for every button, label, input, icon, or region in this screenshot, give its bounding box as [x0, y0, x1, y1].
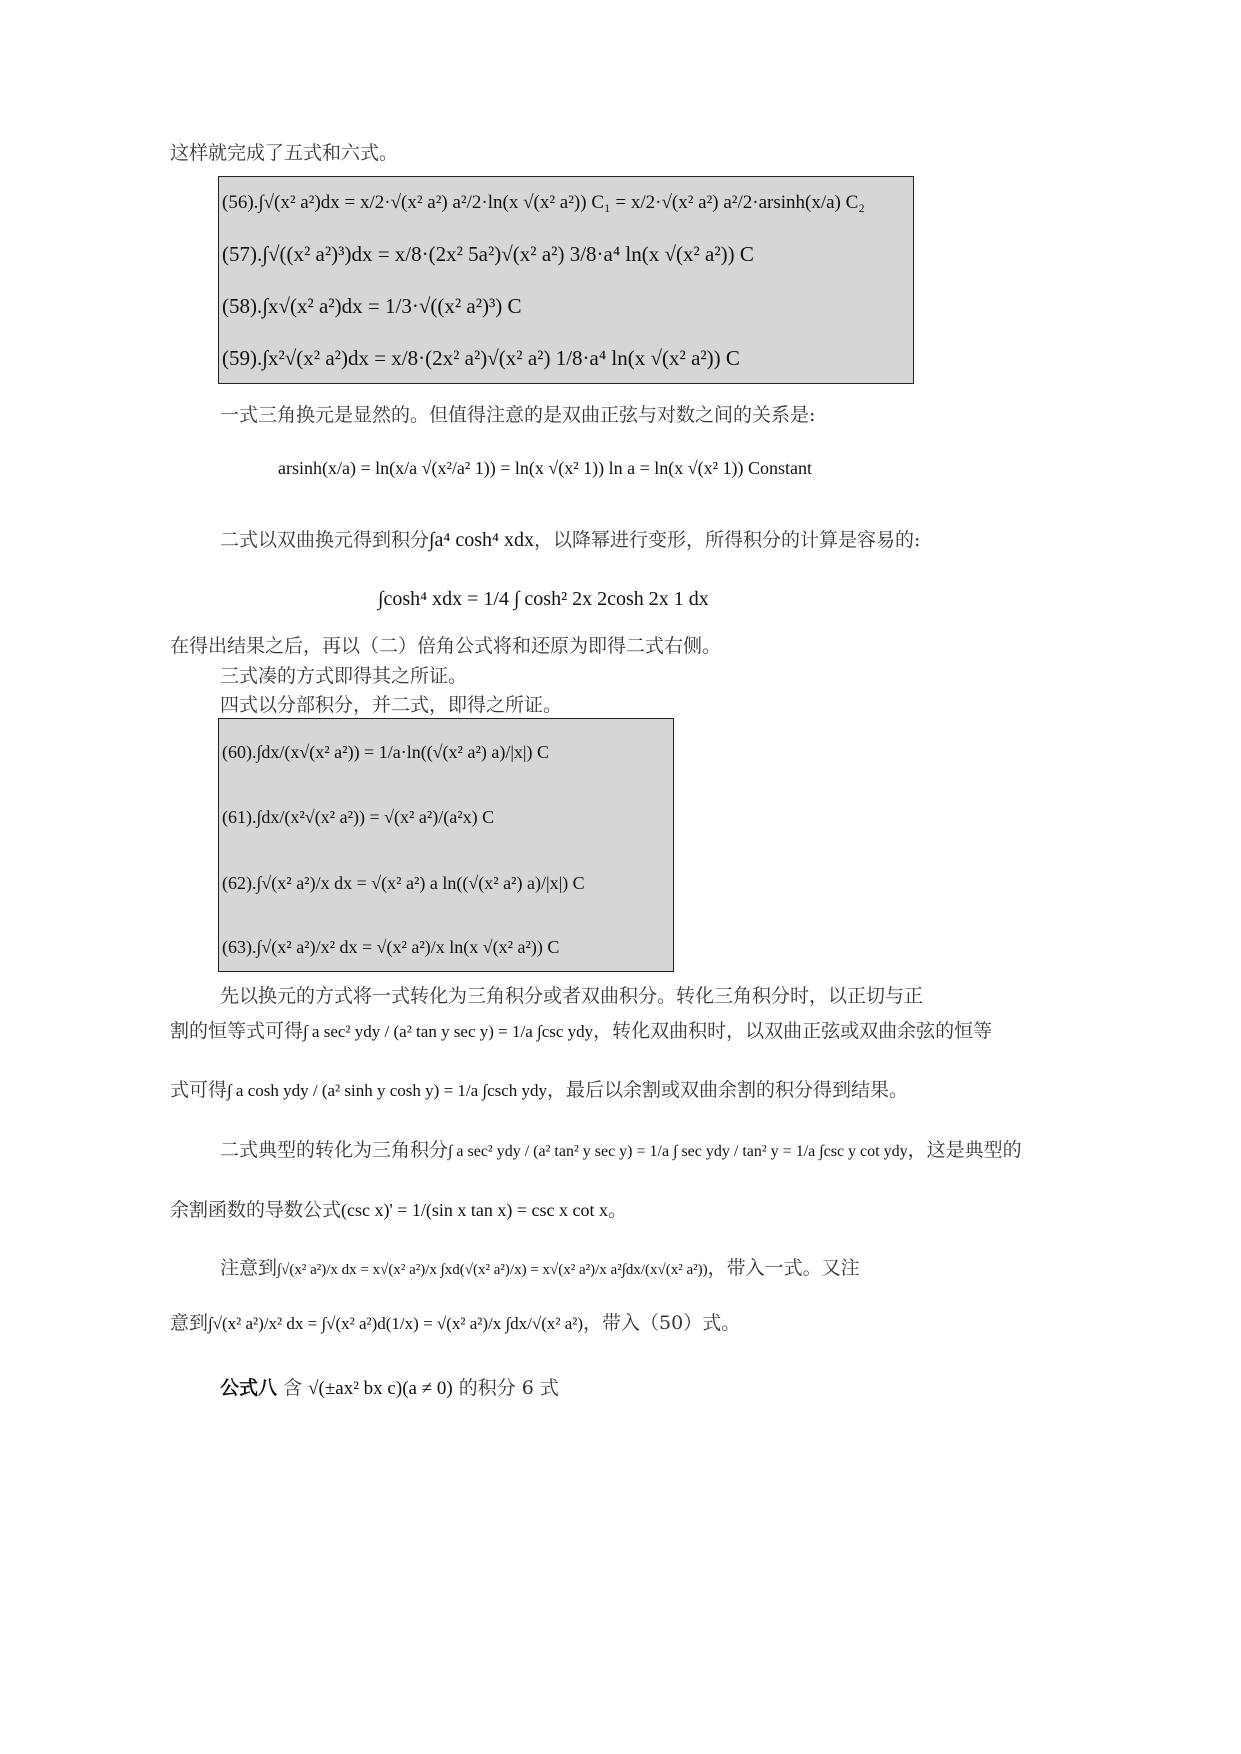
paragraph-arsinh-intro: 一式三角换元是显然的。但值得注意的是双曲正弦与对数之间的关系是: [220, 404, 816, 426]
paragraph-fourth-formula: 四式以分部积分，并二式，即得之所证。 [220, 694, 563, 716]
para8-text-a: 注意到 [220, 1257, 278, 1279]
formula-62: (62).∫√(x² a²)/x dx = √(x² a²) a ln((√(x² a²) a)/|x|) C [222, 873, 585, 893]
section-formula: √(±ax² bx c)(a ≠ 0) [308, 1378, 453, 1399]
paragraph-double-angle: 在得出结果之后，再以（二）倍角公式将和还原为即得二式右侧。 [170, 635, 722, 657]
para9-text-b: ，带入（50）式。 [583, 1312, 741, 1334]
formula-parts-integration: ∫√(x² a²)/x dx = x√(x² a²)/x ∫xd(√(x² a²)/x) = x√(x² a²)/x a²∫dx/(x√(x² a²)) [277, 1262, 708, 1278]
paragraph-substitution-a: 先以换元的方式将一式转化为三角积分或者双曲积分。转化三角积分时，以正切与正 [220, 985, 924, 1007]
para7-text-a: 二式典型的转化为三角积分 [220, 1139, 449, 1161]
paragraph-typical-b [170, 1197, 627, 1223]
section-text-b: 的积分 6 式 [458, 1377, 559, 1399]
formula-57: (57).∫√((x² a²)³)dx = x/8·(2x² 5a²)√(x² a²) 3/8·a⁴ ln(x √(x² a²)) C [222, 242, 754, 266]
intro-line: 这样就完成了五式和六式。 [170, 142, 399, 164]
paragraph-cosh-text-a: 二式以双曲换元得到积分 [220, 529, 430, 551]
paragraph-note-b [170, 1310, 740, 1337]
para7-text-b: ，这是典型的 [907, 1139, 1022, 1161]
formula-59: (59).∫x²√(x² a²)dx = x/8·(2x² a²)√(x² a²) 1/8·a⁴ ln(x √(x² a²)) C [222, 346, 740, 370]
formula-cosh4-reduction: ∫cosh⁴ xdx = 1/4 ∫ cosh² 2x 2cosh 2x 1 dx [378, 588, 709, 610]
section-heading [220, 1375, 559, 1402]
para8-text-b: ，带入一式。又注 [707, 1257, 860, 1279]
section-text-a: 含 [283, 1377, 303, 1399]
paragraph-cosh-text-b: ，以降幂进行变形，所得积分的计算是容易的: [533, 529, 921, 551]
paragraph-third-formula: 三式凑的方式即得其之所证。 [220, 665, 468, 687]
paragraph-substitution-c [170, 1077, 908, 1104]
paragraph-typical-a [220, 1137, 1022, 1165]
formula-63: (63).∫√(x² a²)/x² dx = √(x² a²)/x ln(x √(x² a²)) C [222, 937, 560, 957]
paragraph-substitution-b [170, 1018, 992, 1045]
para7-text-d: 。 [608, 1199, 628, 1221]
formula-56: (56).∫√(x² a²)dx = x/2·√(x² a²) a²/2·ln(x √(x² a²)) C₁ = x/2·√(x² a²) a²/2·arsinh(x/a) C₂ [222, 192, 865, 213]
formula-arsinh-identity: arsinh(x/a) = ln(x/a √(x²/a² 1)) = ln(x √(x² 1)) ln a = ln(x √(x² 1)) Constant [278, 458, 813, 478]
para7-text-c: 余割函数的导数公式 [170, 1199, 342, 1221]
paragraph-note-a [220, 1255, 860, 1283]
para6-text-c1: 式可得 [170, 1079, 228, 1101]
formula-csc-derivative: (csc x)' = 1/(sin x tan x) = csc x cot x [341, 1200, 608, 1220]
formula-sec-trig: ∫ a sec² ydy / (a² tan y sec y) = 1/a ∫csc ydy [303, 1022, 594, 1041]
formula-61: (61).∫dx/(x²√(x² a²)) = √(x² a²)/(a²x) C [222, 807, 495, 827]
para6-text-c2: ，最后以余割或双曲余割的积分得到结果。 [547, 1079, 909, 1101]
formula-a4-cosh4: ∫a⁴ cosh⁴ xdx [429, 529, 534, 551]
formula-derivative-substitution: ∫√(x² a²)/x² dx = ∫√(x² a²)d(1/x) = √(x² a²)/x ∫dx/√(x² a²) [208, 1314, 584, 1333]
para6-text-b1: 割的恒等式可得 [170, 1020, 304, 1042]
para9-text-a: 意到 [170, 1312, 209, 1334]
formula-60: (60).∫dx/(x√(x² a²)) = 1/a·ln((√(x² a²) a)/|x|) C [222, 742, 550, 762]
formula-58: (58).∫x√(x² a²)dx = 1/3·√((x² a²)³) C [222, 294, 522, 318]
formula-cosh-hyper: ∫ a cosh ydy / (a² sinh y cosh y) = 1/a ∫csch ydy [227, 1081, 548, 1100]
paragraph-cosh-intro [220, 527, 920, 553]
para6-text-b2: ，转化双曲积时，以双曲正弦或双曲余弦的恒等 [593, 1020, 993, 1042]
section-title: 公式八 [220, 1377, 278, 1399]
formula-trig-integral: ∫ a sec² ydy / (a² tan² y sec y) = 1/a ∫ sec ydy / tan² y = 1/a ∫csc y cot ydy [448, 1143, 908, 1160]
